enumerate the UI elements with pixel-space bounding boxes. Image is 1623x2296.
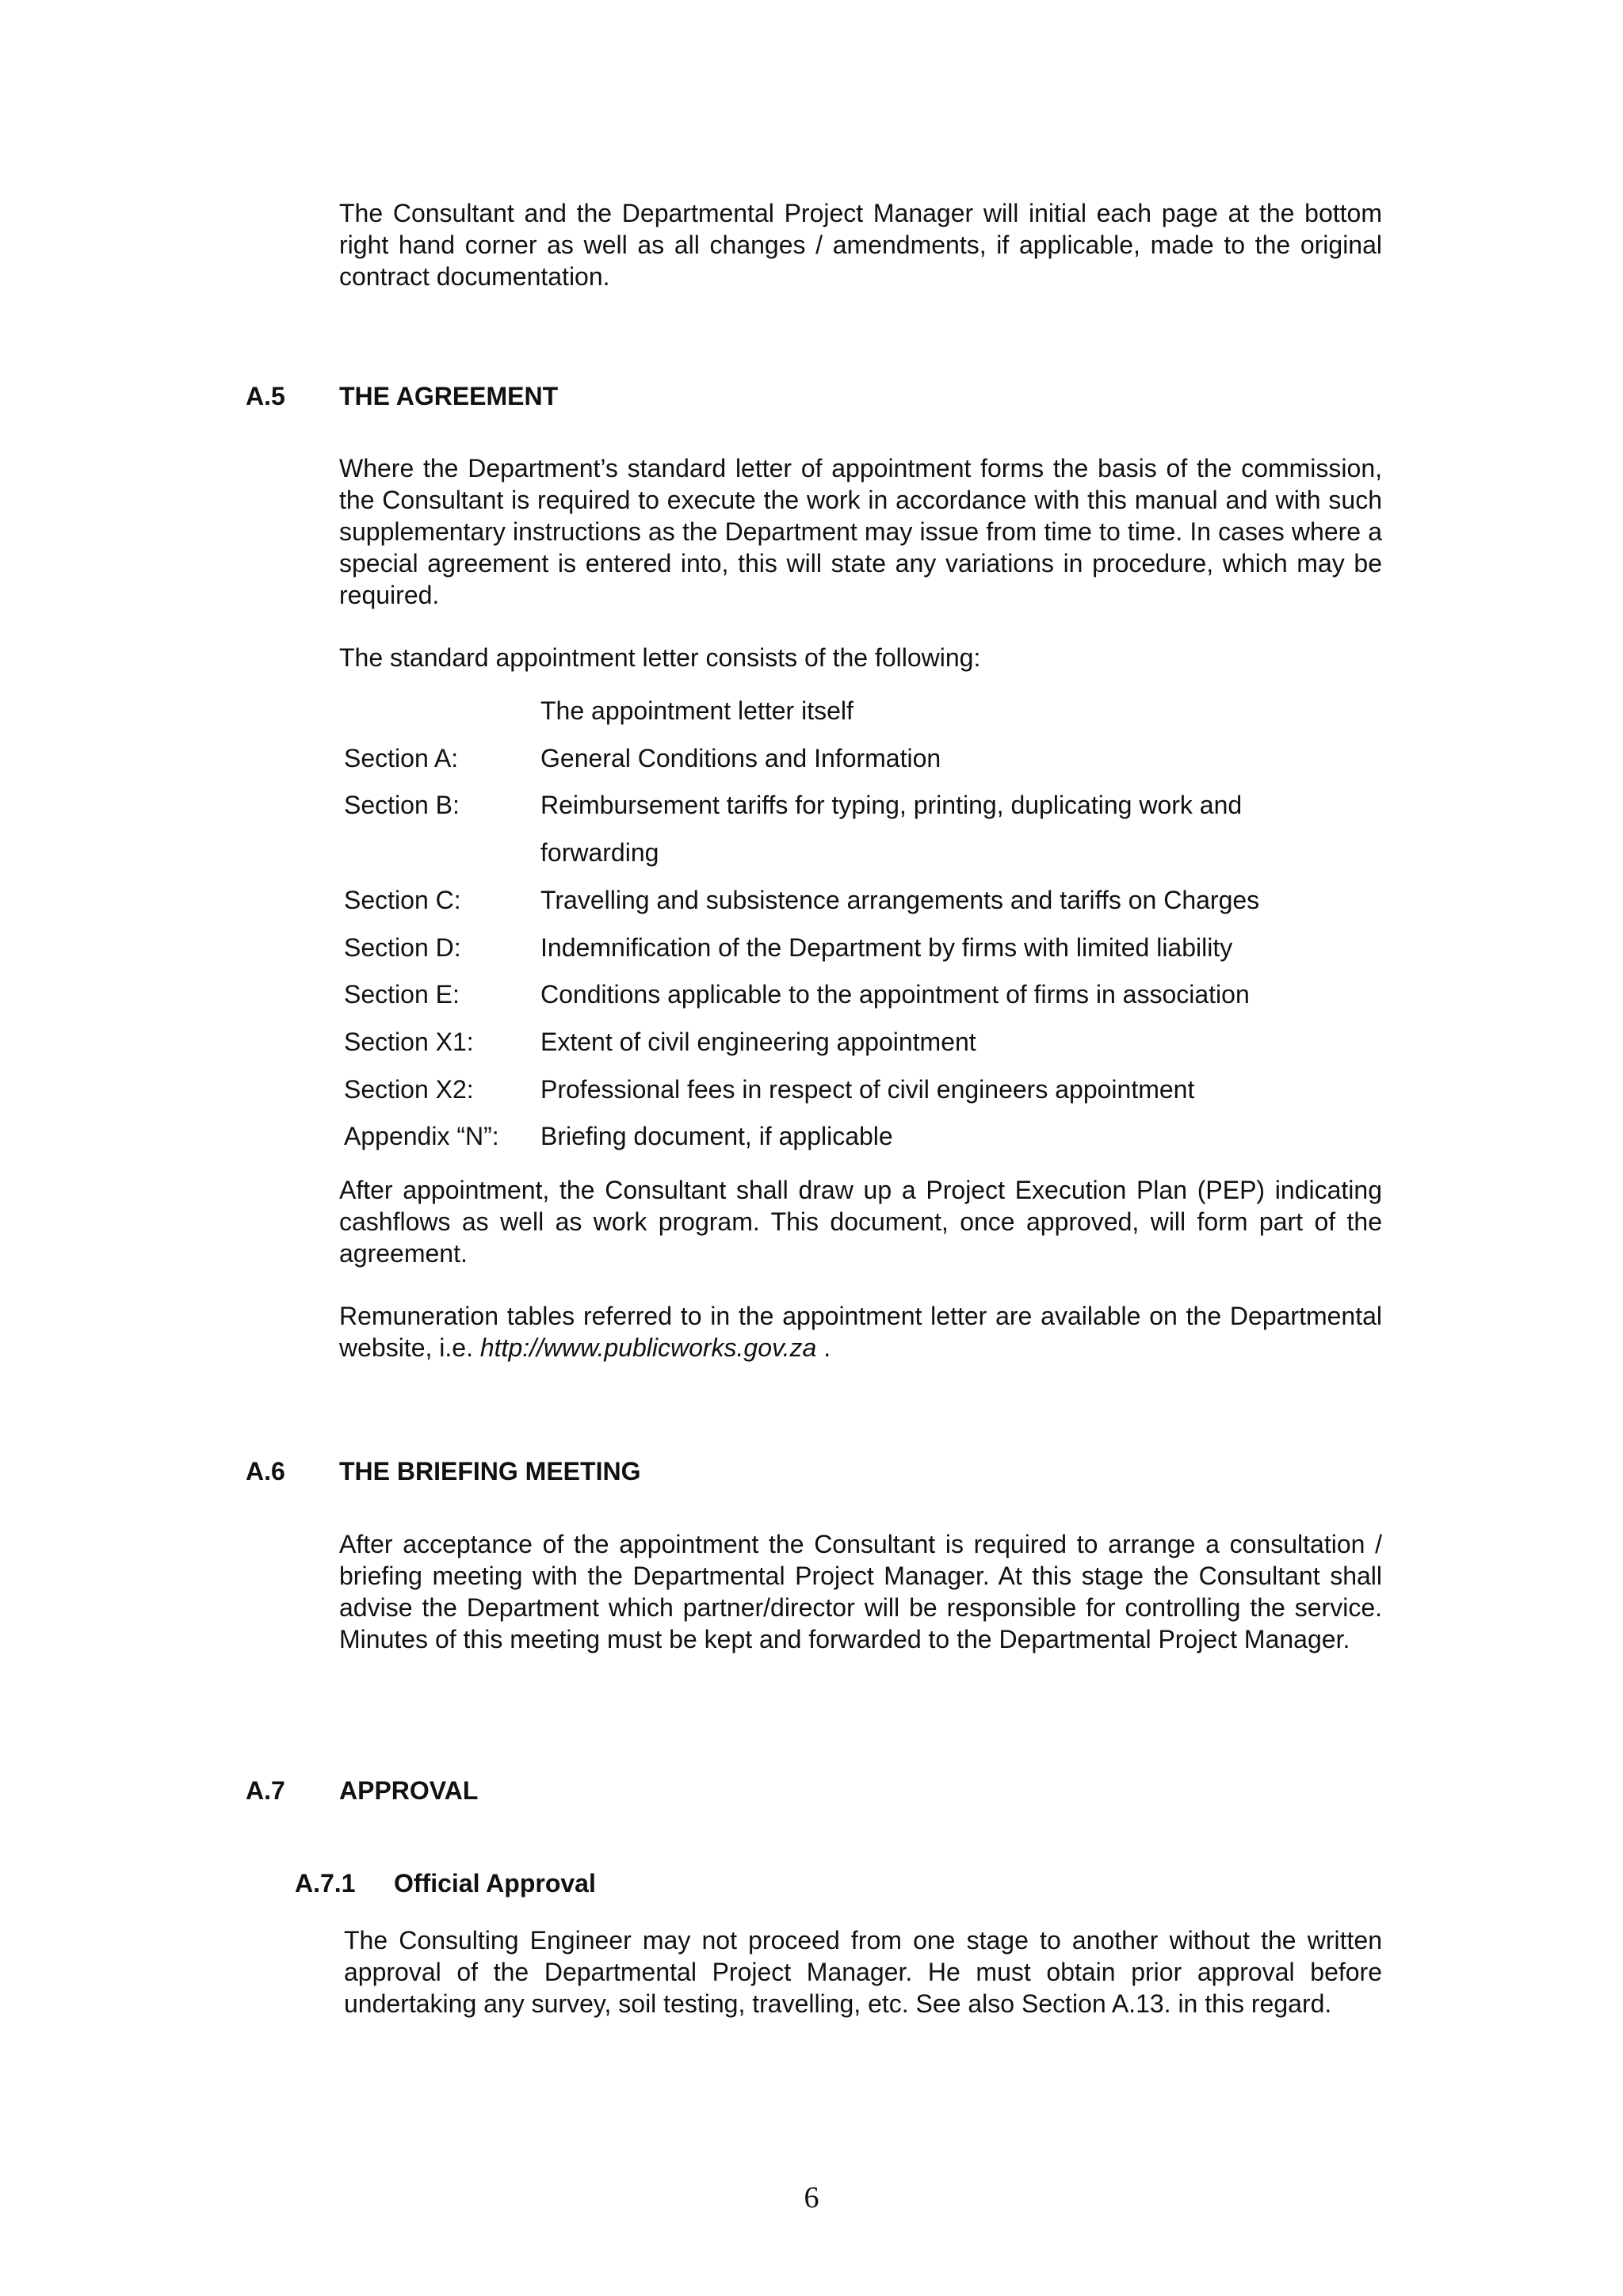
list-item-text: Professional fees in respect of civil engineers appointment (540, 1074, 1195, 1104)
list-item-label (344, 688, 540, 735)
website-link[interactable]: http://www.publicworks.gov.za (479, 1333, 817, 1362)
list-item-text: Conditions applicable to the appointment of firms in association (540, 980, 1250, 1009)
section-a7-title: APPROVAL (339, 1776, 479, 1805)
list-item-text: The appointment letter itself (540, 696, 854, 725)
list-item-text: Indemnification of the Department by firms with limited liability (540, 933, 1233, 962)
list-item-text: General Conditions and Information (540, 743, 941, 772)
section-a6-paragraph-1: After acceptance of the appointment the Consultant is required to arrange a consultation / briefing meeting with the Departmental Project Manager. At this stage the Consultant shall advise the Department which partner/director will be responsible for controlling the service. Minutes of this meeting must be kept and forwarded to the Departmental Project Manager. (339, 1530, 1382, 1653)
list-item-text: Reimbursement tariffs for typing, printing, duplicating work and forwarding (540, 791, 1243, 868)
list-item-label: Appendix “N”: (344, 1122, 499, 1151)
section-a7-1-title: Official Approval (394, 1869, 596, 1897)
list-item-label: Section E: (344, 980, 460, 1009)
list-item (344, 877, 1390, 925)
section-a6-heading (246, 1455, 640, 1487)
list-item-text: Travelling and subsistence arrangements and tariffs on Charges (540, 885, 1260, 914)
page-number: 6 (804, 2181, 819, 2214)
section-a6-title: THE BRIEFING MEETING (339, 1457, 641, 1486)
section-a5-number: A.5 (246, 382, 285, 410)
section-a5-paragraph-2: After appointment, the Consultant shall draw up a Project Execution Plan (PEP) indicating cashflows as well as work program. This document, once approved, will form part of the agreement. (339, 1176, 1382, 1268)
list-item (344, 1113, 1390, 1161)
appointment-letter-contents-list (344, 688, 1390, 1161)
list-item (344, 688, 1390, 735)
section-a5-heading (246, 380, 558, 412)
list-item-label: Section D: (344, 933, 461, 962)
section-a5-paragraph-1: Where the Department’s standard letter of appointment forms the basis of the commission, the Consultant is required to execute the work in accordance with this manual and with such supplementary instructions as the Department may issue from time to time. In cases where a special agreement is entered into, this will state any variations in procedure, which may be required. (339, 454, 1382, 609)
list-item (344, 1019, 1390, 1066)
list-item-text: Briefing document, if applicable (540, 1122, 893, 1151)
list-item (344, 1066, 1390, 1114)
intro-paragraph: The Consultant and the Departmental Project Manager will initial each page at the bottom right hand corner as well as all changes / amendments, if applicable, made to the original contract documentation. (339, 199, 1382, 291)
list-item-label: Section C: (344, 885, 461, 914)
section-a5-list-intro: The standard appointment letter consists of the following: (339, 643, 981, 672)
list-item (344, 782, 1390, 876)
list-item-label: Section X2: (344, 1074, 474, 1104)
section-a5-title: THE AGREEMENT (339, 382, 559, 410)
section-a5-paragraph-3-text: Remuneration tables referred to in the appointment letter are available on the Departmental website, i.e. (339, 1302, 1382, 1362)
section-a7-1-heading (295, 1867, 596, 1899)
list-item (344, 735, 1390, 783)
section-a7-1-paragraph: The Consulting Engineer may not proceed from one stage to another without the written approval of the Departmental Project Manager. He must obtain prior approval before undertaking any survey, soil testing, travelling, etc. See also Section A.13. in this regard. (344, 1926, 1382, 2018)
section-a6-number: A.6 (246, 1457, 285, 1486)
list-item-text: Extent of civil engineering appointment (540, 1027, 976, 1056)
list-item (344, 925, 1390, 972)
list-item-label: Section A: (344, 743, 459, 772)
list-item-label: Section B: (344, 791, 460, 820)
section-a5-paragraph-3 (339, 1300, 1382, 1363)
list-item-label: Section X1: (344, 1027, 474, 1056)
section-a5-paragraph-3-end: . (816, 1333, 831, 1362)
section-a7-1-number: A.7.1 (295, 1869, 356, 1897)
section-a7-number: A.7 (246, 1776, 285, 1805)
list-item (344, 971, 1390, 1019)
section-a7-heading (246, 1775, 478, 1806)
